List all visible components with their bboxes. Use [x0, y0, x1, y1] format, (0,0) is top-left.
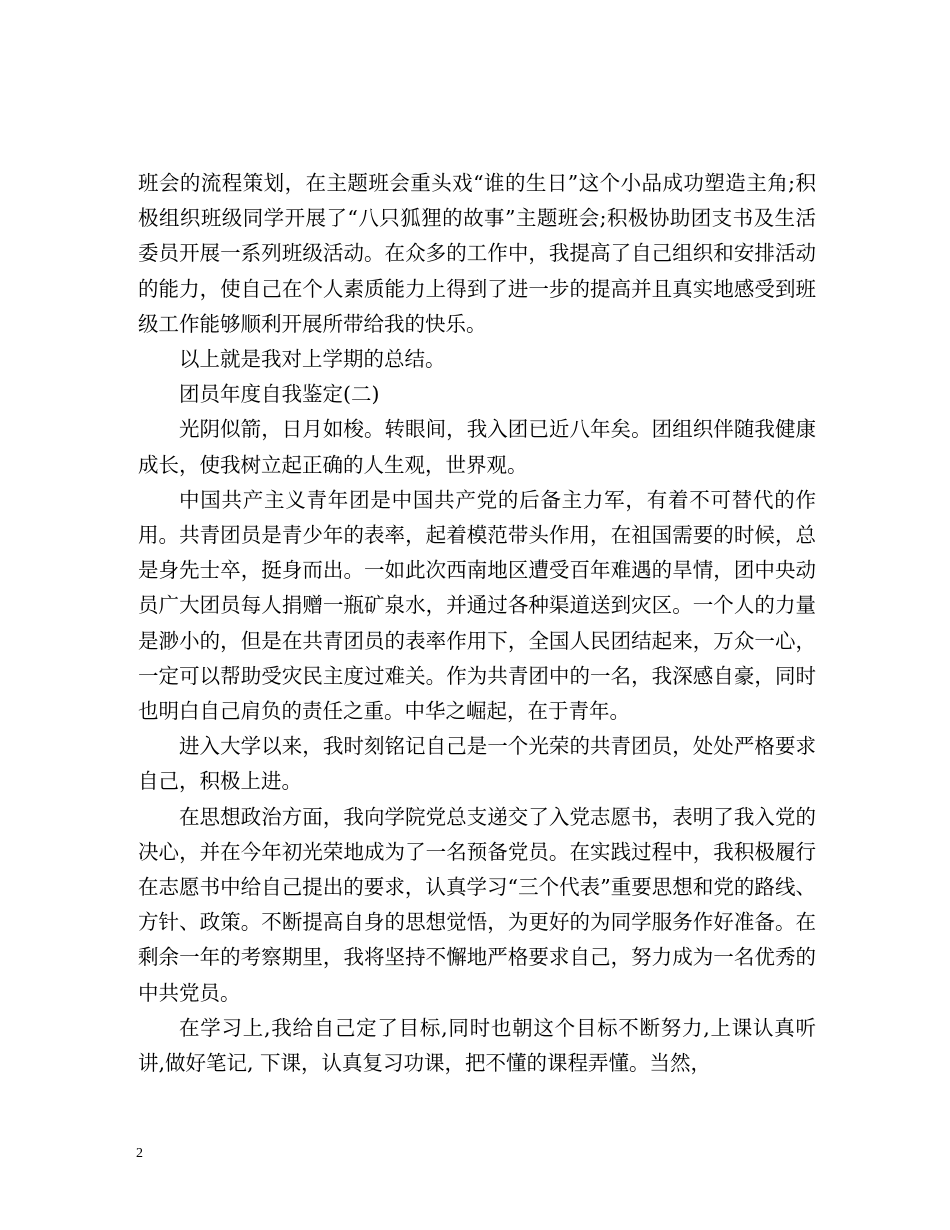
paragraph-7: 在思想政治方面，我向学院党总支递交了入党志愿书，表明了我入党的决心，并在今年初光荣地成为了一名预备党员。在实践过程中，我积极履行在志愿书中给自己提出的要求，认真学习“三个代表”重要思想和党的路线、方针、政策。不断提高自身的思想觉悟，为更好的为同学服务作好准备。在剩余一年的考察期里，我将坚持不懈地严格要求自己，努力成为一名优秀的中共党员。 [138, 804, 816, 1005]
paragraph-2: 以上就是我对上学期的总结。 [179, 347, 446, 372]
document-body [138, 166, 816, 1081]
paragraph-5: 中国共产主义青年团是中国共产党的后备主力军，有着不可替代的作用。共青团员是青少年的表率，起着模范带头作用，在祖国需要的时候，总是身先士卒，挺身而出。一如此次西南地区遭受百年难遇的旱情，团中央动员广大团员每人捐赠一瓶矿泉水，并通过各种渠道送到灾区。一个人的力量是渺小的，但是在共青团员的表率作用下，全国人民团结起来，万众一心，一定可以帮助受灾民主度过难关。作为共青团中的一名，我深感自豪，同时也明白自己肩负的责任之重。中华之崛起，在于青年。 [138, 487, 816, 724]
paragraph-4: 光阴似箭，日月如梭。转眼间，我入团已近八年矣。团组织伴随我健康成长，使我树立起正确的人生观，世界观。 [138, 417, 816, 477]
paragraph-8: 在学习上,我给自己定了目标,同时也朝这个目标不断努力,上课认真听讲,做好笔记, 下课，认真复习功课，把不懂的课程弄懂。当然， [138, 1015, 816, 1076]
section-heading: 团员年度自我鉴定(二) [179, 382, 380, 407]
paragraph-6: 进入大学以来，我时刻铭记自己是一个光荣的共青团员，处处严格要求自己，积极上进。 [138, 734, 816, 794]
paragraph-1: 班会的流程策划，在主题班会重头戏“谁的生日”这个小品成功塑造主角;积极组织班级同学开展了“八只狐狸的故事”主题班会;积极协助团支书及生活委员开展一系列班级活动。在众多的工作中，我提高了自己组织和安排活动的能力，使自己在个人素质能力上得到了进一步的提高并且真实地感受到班级工作能够顺利开展所带给我的快乐。 [138, 171, 816, 336]
page-number: 2 [136, 1146, 143, 1161]
